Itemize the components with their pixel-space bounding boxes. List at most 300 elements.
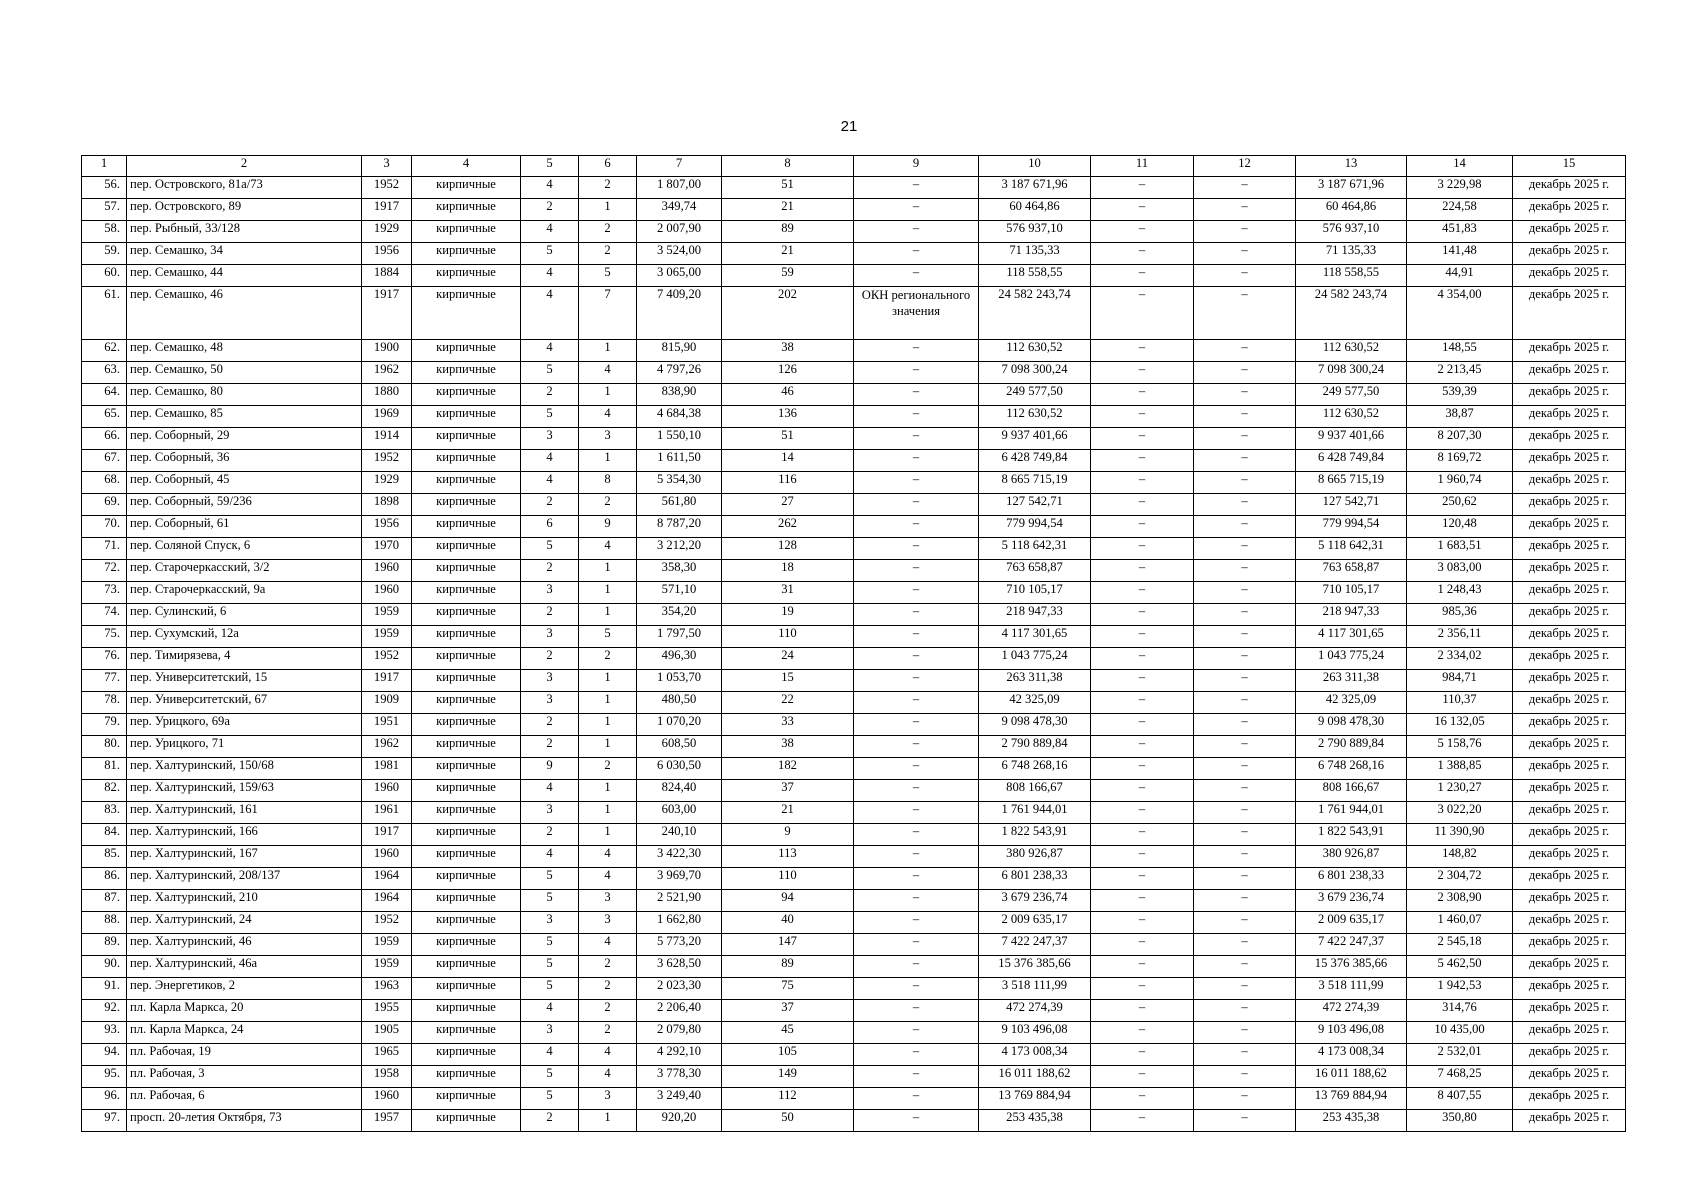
cost-col-13-cell: 380 926,87 xyxy=(1296,846,1407,868)
row-number-cell: 86. xyxy=(82,868,127,890)
wall-material-cell: кирпичные xyxy=(412,428,521,450)
row-number-cell: 61. xyxy=(82,287,127,340)
floors-cell: 5 xyxy=(521,243,579,265)
floors-cell: 4 xyxy=(521,221,579,243)
cost-per-sqm-cell: 984,71 xyxy=(1407,670,1513,692)
deadline-cell: декабрь 2025 г. xyxy=(1513,714,1626,736)
deadline-cell: декабрь 2025 г. xyxy=(1513,824,1626,846)
residents-cell: 202 xyxy=(722,287,854,340)
cost-col-13-cell: 253 435,38 xyxy=(1296,1110,1407,1132)
cost-col-12-cell: – xyxy=(1194,956,1296,978)
year-built-cell: 1917 xyxy=(362,287,412,340)
address-cell: пер. Соборный, 36 xyxy=(127,450,362,472)
row-number-cell: 92. xyxy=(82,1000,127,1022)
cost-total-cell: 8 665 715,19 xyxy=(979,472,1091,494)
cost-col-12-cell: – xyxy=(1194,1022,1296,1044)
cost-total-cell: 7 422 247,37 xyxy=(979,934,1091,956)
cost-per-sqm-cell: 3 229,98 xyxy=(1407,177,1513,199)
column-header: 10 xyxy=(979,156,1091,177)
entrances-cell: 2 xyxy=(579,1000,637,1022)
row-number-cell: 91. xyxy=(82,978,127,1000)
cost-total-cell: 4 117 301,65 xyxy=(979,626,1091,648)
entrances-cell: 2 xyxy=(579,648,637,670)
year-built-cell: 1884 xyxy=(362,265,412,287)
row-number-cell: 82. xyxy=(82,780,127,802)
cost-per-sqm-cell: 451,83 xyxy=(1407,221,1513,243)
residents-cell: 19 xyxy=(722,604,854,626)
wall-material-cell: кирпичные xyxy=(412,978,521,1000)
heritage-status-cell: – xyxy=(854,1066,979,1088)
residents-cell: 94 xyxy=(722,890,854,912)
deadline-cell: декабрь 2025 г. xyxy=(1513,670,1626,692)
wall-material-cell: кирпичные xyxy=(412,912,521,934)
cost-col-12-cell: – xyxy=(1194,243,1296,265)
row-number-cell: 62. xyxy=(82,340,127,362)
cost-total-cell: 3 187 671,96 xyxy=(979,177,1091,199)
cost-col-12-cell: – xyxy=(1194,648,1296,670)
heritage-status-cell: – xyxy=(854,472,979,494)
area-cell: 1 053,70 xyxy=(637,670,722,692)
year-built-cell: 1951 xyxy=(362,714,412,736)
deadline-cell: декабрь 2025 г. xyxy=(1513,604,1626,626)
floors-cell: 5 xyxy=(521,978,579,1000)
deadline-cell: декабрь 2025 г. xyxy=(1513,692,1626,714)
wall-material-cell: кирпичные xyxy=(412,736,521,758)
cost-total-cell: 2 009 635,17 xyxy=(979,912,1091,934)
table-row xyxy=(82,243,1626,265)
table-row xyxy=(82,912,1626,934)
deadline-cell: декабрь 2025 г. xyxy=(1513,287,1626,340)
floors-cell: 2 xyxy=(521,648,579,670)
address-cell: пер. Семашко, 85 xyxy=(127,406,362,428)
cost-total-cell: 112 630,52 xyxy=(979,406,1091,428)
address-cell: пер. Халтуринский, 46 xyxy=(127,934,362,956)
year-built-cell: 1952 xyxy=(362,177,412,199)
row-number-cell: 64. xyxy=(82,384,127,406)
cost-col-11-cell: – xyxy=(1091,692,1194,714)
address-cell: пер. Соборный, 29 xyxy=(127,428,362,450)
wall-material-cell: кирпичные xyxy=(412,582,521,604)
cost-per-sqm-cell: 120,48 xyxy=(1407,516,1513,538)
wall-material-cell: кирпичные xyxy=(412,221,521,243)
cost-col-11-cell: – xyxy=(1091,265,1194,287)
cost-per-sqm-cell: 10 435,00 xyxy=(1407,1022,1513,1044)
cost-col-12-cell: – xyxy=(1194,758,1296,780)
deadline-cell: декабрь 2025 г. xyxy=(1513,177,1626,199)
heritage-status-cell: – xyxy=(854,428,979,450)
deadline-cell: декабрь 2025 г. xyxy=(1513,1022,1626,1044)
area-cell: 2 023,30 xyxy=(637,978,722,1000)
row-number-cell: 70. xyxy=(82,516,127,538)
heritage-status-cell: – xyxy=(854,494,979,516)
cost-col-11-cell: – xyxy=(1091,714,1194,736)
cost-per-sqm-cell: 2 334,02 xyxy=(1407,648,1513,670)
year-built-cell: 1959 xyxy=(362,956,412,978)
table-row xyxy=(82,1088,1626,1110)
cost-col-12-cell: – xyxy=(1194,736,1296,758)
area-cell: 3 212,20 xyxy=(637,538,722,560)
address-cell: пер. Халтуринский, 166 xyxy=(127,824,362,846)
cost-col-11-cell: – xyxy=(1091,736,1194,758)
wall-material-cell: кирпичные xyxy=(412,956,521,978)
table-row xyxy=(82,472,1626,494)
cost-col-12-cell: – xyxy=(1194,538,1296,560)
area-cell: 571,10 xyxy=(637,582,722,604)
area-cell: 4 684,38 xyxy=(637,406,722,428)
address-cell: пл. Рабочая, 3 xyxy=(127,1066,362,1088)
year-built-cell: 1963 xyxy=(362,978,412,1000)
column-header: 11 xyxy=(1091,156,1194,177)
cost-col-13-cell: 71 135,33 xyxy=(1296,243,1407,265)
deadline-cell: декабрь 2025 г. xyxy=(1513,868,1626,890)
cost-per-sqm-cell: 2 304,72 xyxy=(1407,868,1513,890)
entrances-cell: 1 xyxy=(579,604,637,626)
floors-cell: 3 xyxy=(521,1022,579,1044)
cost-col-13-cell: 3 679 236,74 xyxy=(1296,890,1407,912)
residents-cell: 149 xyxy=(722,1066,854,1088)
address-cell: пер. Халтуринский, 24 xyxy=(127,912,362,934)
entrances-cell: 2 xyxy=(579,177,637,199)
cost-per-sqm-cell: 224,58 xyxy=(1407,199,1513,221)
deadline-cell: декабрь 2025 г. xyxy=(1513,890,1626,912)
cost-total-cell: 1 043 775,24 xyxy=(979,648,1091,670)
deadline-cell: декабрь 2025 г. xyxy=(1513,538,1626,560)
wall-material-cell: кирпичные xyxy=(412,1022,521,1044)
table-row xyxy=(82,758,1626,780)
table-row xyxy=(82,340,1626,362)
heritage-status-cell: – xyxy=(854,912,979,934)
table-row xyxy=(82,978,1626,1000)
residents-cell: 182 xyxy=(722,758,854,780)
entrances-cell: 8 xyxy=(579,472,637,494)
floors-cell: 4 xyxy=(521,1000,579,1022)
table-row xyxy=(82,780,1626,802)
cost-col-12-cell: – xyxy=(1194,560,1296,582)
cost-col-12-cell: – xyxy=(1194,978,1296,1000)
floors-cell: 6 xyxy=(521,516,579,538)
table-row xyxy=(82,736,1626,758)
floors-cell: 5 xyxy=(521,1066,579,1088)
cost-per-sqm-cell: 11 390,90 xyxy=(1407,824,1513,846)
deadline-cell: декабрь 2025 г. xyxy=(1513,934,1626,956)
cost-total-cell: 710 105,17 xyxy=(979,582,1091,604)
cost-total-cell: 808 166,67 xyxy=(979,780,1091,802)
column-header: 1 xyxy=(82,156,127,177)
floors-cell: 2 xyxy=(521,560,579,582)
table-row xyxy=(82,868,1626,890)
heritage-status-cell: – xyxy=(854,846,979,868)
cost-col-12-cell: – xyxy=(1194,890,1296,912)
cost-col-11-cell: – xyxy=(1091,934,1194,956)
table-body xyxy=(82,177,1626,1132)
cost-col-12-cell: – xyxy=(1194,1000,1296,1022)
table-row xyxy=(82,1066,1626,1088)
table-row xyxy=(82,604,1626,626)
area-cell: 1 070,20 xyxy=(637,714,722,736)
cost-col-12-cell: – xyxy=(1194,780,1296,802)
floors-cell: 4 xyxy=(521,177,579,199)
cost-col-13-cell: 7 098 300,24 xyxy=(1296,362,1407,384)
row-number-cell: 65. xyxy=(82,406,127,428)
year-built-cell: 1955 xyxy=(362,1000,412,1022)
cost-col-13-cell: 1 822 543,91 xyxy=(1296,824,1407,846)
residents-cell: 136 xyxy=(722,406,854,428)
address-cell: пер. Халтуринский, 208/137 xyxy=(127,868,362,890)
area-cell: 3 065,00 xyxy=(637,265,722,287)
year-built-cell: 1970 xyxy=(362,538,412,560)
cost-col-13-cell: 472 274,39 xyxy=(1296,1000,1407,1022)
cost-col-11-cell: – xyxy=(1091,450,1194,472)
cost-per-sqm-cell: 5 158,76 xyxy=(1407,736,1513,758)
cost-per-sqm-cell: 148,82 xyxy=(1407,846,1513,868)
year-built-cell: 1956 xyxy=(362,516,412,538)
deadline-cell: декабрь 2025 г. xyxy=(1513,648,1626,670)
cost-col-12-cell: – xyxy=(1194,494,1296,516)
residents-cell: 59 xyxy=(722,265,854,287)
floors-cell: 2 xyxy=(521,824,579,846)
cost-total-cell: 71 135,33 xyxy=(979,243,1091,265)
cost-per-sqm-cell: 1 388,85 xyxy=(1407,758,1513,780)
residents-cell: 38 xyxy=(722,736,854,758)
cost-col-11-cell: – xyxy=(1091,177,1194,199)
cost-total-cell: 7 098 300,24 xyxy=(979,362,1091,384)
cost-col-13-cell: 249 577,50 xyxy=(1296,384,1407,406)
year-built-cell: 1969 xyxy=(362,406,412,428)
address-cell: пер. Урицкого, 69а xyxy=(127,714,362,736)
deadline-cell: декабрь 2025 г. xyxy=(1513,956,1626,978)
cost-per-sqm-cell: 5 462,50 xyxy=(1407,956,1513,978)
cost-col-12-cell: – xyxy=(1194,604,1296,626)
cost-total-cell: 6 428 749,84 xyxy=(979,450,1091,472)
floors-cell: 4 xyxy=(521,265,579,287)
cost-col-11-cell: – xyxy=(1091,978,1194,1000)
wall-material-cell: кирпичные xyxy=(412,1088,521,1110)
cost-col-11-cell: – xyxy=(1091,406,1194,428)
floors-cell: 3 xyxy=(521,692,579,714)
table-row xyxy=(82,384,1626,406)
residents-cell: 128 xyxy=(722,538,854,560)
cost-per-sqm-cell: 350,80 xyxy=(1407,1110,1513,1132)
cost-total-cell: 779 994,54 xyxy=(979,516,1091,538)
address-cell: пер. Старочеркасский, 3/2 xyxy=(127,560,362,582)
row-number-cell: 58. xyxy=(82,221,127,243)
cost-col-11-cell: – xyxy=(1091,384,1194,406)
deadline-cell: декабрь 2025 г. xyxy=(1513,626,1626,648)
cost-per-sqm-cell: 2 308,90 xyxy=(1407,890,1513,912)
cost-total-cell: 9 103 496,08 xyxy=(979,1022,1091,1044)
heritage-status-cell: – xyxy=(854,978,979,1000)
buildings-table xyxy=(81,155,1626,1132)
floors-cell: 2 xyxy=(521,494,579,516)
floors-cell: 5 xyxy=(521,406,579,428)
year-built-cell: 1960 xyxy=(362,1088,412,1110)
area-cell: 5 773,20 xyxy=(637,934,722,956)
residents-cell: 89 xyxy=(722,221,854,243)
wall-material-cell: кирпичные xyxy=(412,758,521,780)
deadline-cell: декабрь 2025 г. xyxy=(1513,560,1626,582)
heritage-status-cell: – xyxy=(854,582,979,604)
address-cell: пер. Урицкого, 71 xyxy=(127,736,362,758)
heritage-status-cell: – xyxy=(854,934,979,956)
row-number-cell: 85. xyxy=(82,846,127,868)
entrances-cell: 2 xyxy=(579,956,637,978)
cost-per-sqm-cell: 4 354,00 xyxy=(1407,287,1513,340)
year-built-cell: 1960 xyxy=(362,780,412,802)
row-number-cell: 71. xyxy=(82,538,127,560)
residents-cell: 262 xyxy=(722,516,854,538)
table-row xyxy=(82,956,1626,978)
residents-cell: 15 xyxy=(722,670,854,692)
cost-per-sqm-cell: 8 169,72 xyxy=(1407,450,1513,472)
residents-cell: 21 xyxy=(722,802,854,824)
cost-total-cell: 9 098 478,30 xyxy=(979,714,1091,736)
cost-per-sqm-cell: 250,62 xyxy=(1407,494,1513,516)
wall-material-cell: кирпичные xyxy=(412,868,521,890)
year-built-cell: 1952 xyxy=(362,648,412,670)
cost-per-sqm-cell: 1 248,43 xyxy=(1407,582,1513,604)
entrances-cell: 1 xyxy=(579,560,637,582)
floors-cell: 5 xyxy=(521,956,579,978)
row-number-cell: 96. xyxy=(82,1088,127,1110)
cost-col-11-cell: – xyxy=(1091,1022,1194,1044)
year-built-cell: 1959 xyxy=(362,934,412,956)
column-header: 2 xyxy=(127,156,362,177)
cost-per-sqm-cell: 1 942,53 xyxy=(1407,978,1513,1000)
floors-cell: 4 xyxy=(521,846,579,868)
deadline-cell: декабрь 2025 г. xyxy=(1513,846,1626,868)
table-row xyxy=(82,221,1626,243)
address-cell: пер. Соборный, 59/236 xyxy=(127,494,362,516)
cost-total-cell: 472 274,39 xyxy=(979,1000,1091,1022)
deadline-cell: декабрь 2025 г. xyxy=(1513,199,1626,221)
cost-col-12-cell: – xyxy=(1194,472,1296,494)
wall-material-cell: кирпичные xyxy=(412,780,521,802)
cost-col-13-cell: 6 748 268,16 xyxy=(1296,758,1407,780)
address-cell: пер. Островского, 89 xyxy=(127,199,362,221)
entrances-cell: 5 xyxy=(579,626,637,648)
entrances-cell: 2 xyxy=(579,243,637,265)
residents-cell: 147 xyxy=(722,934,854,956)
cost-col-11-cell: – xyxy=(1091,560,1194,582)
cost-col-12-cell: – xyxy=(1194,362,1296,384)
row-number-cell: 93. xyxy=(82,1022,127,1044)
cost-col-13-cell: 13 769 884,94 xyxy=(1296,1088,1407,1110)
heritage-status-cell: – xyxy=(854,868,979,890)
table-row xyxy=(82,1044,1626,1066)
area-cell: 2 521,90 xyxy=(637,890,722,912)
cost-col-13-cell: 2 790 889,84 xyxy=(1296,736,1407,758)
floors-cell: 4 xyxy=(521,287,579,340)
entrances-cell: 1 xyxy=(579,340,637,362)
row-number-cell: 60. xyxy=(82,265,127,287)
cost-col-11-cell: – xyxy=(1091,1000,1194,1022)
table-row xyxy=(82,516,1626,538)
floors-cell: 2 xyxy=(521,384,579,406)
residents-cell: 37 xyxy=(722,1000,854,1022)
cost-col-11-cell: – xyxy=(1091,648,1194,670)
wall-material-cell: кирпичные xyxy=(412,626,521,648)
cost-total-cell: 3 518 111,99 xyxy=(979,978,1091,1000)
cost-col-13-cell: 263 311,38 xyxy=(1296,670,1407,692)
area-cell: 3 628,50 xyxy=(637,956,722,978)
cost-col-12-cell: – xyxy=(1194,868,1296,890)
cost-col-11-cell: – xyxy=(1091,626,1194,648)
entrances-cell: 2 xyxy=(579,1022,637,1044)
area-cell: 240,10 xyxy=(637,824,722,846)
residents-cell: 18 xyxy=(722,560,854,582)
heritage-status-cell: – xyxy=(854,1088,979,1110)
residents-cell: 14 xyxy=(722,450,854,472)
floors-cell: 4 xyxy=(521,780,579,802)
entrances-cell: 4 xyxy=(579,934,637,956)
wall-material-cell: кирпичные xyxy=(412,199,521,221)
wall-material-cell: кирпичные xyxy=(412,1066,521,1088)
table-row xyxy=(82,494,1626,516)
address-cell: пер. Халтуринский, 167 xyxy=(127,846,362,868)
floors-cell: 3 xyxy=(521,802,579,824)
table-row xyxy=(82,1110,1626,1132)
cost-col-12-cell: – xyxy=(1194,802,1296,824)
address-cell: пл. Карла Маркса, 20 xyxy=(127,1000,362,1022)
cost-col-13-cell: 8 665 715,19 xyxy=(1296,472,1407,494)
address-cell: пер. Соляной Спуск, 6 xyxy=(127,538,362,560)
year-built-cell: 1957 xyxy=(362,1110,412,1132)
floors-cell: 3 xyxy=(521,912,579,934)
heritage-status-cell: – xyxy=(854,450,979,472)
cost-total-cell: 13 769 884,94 xyxy=(979,1088,1091,1110)
cost-col-11-cell: – xyxy=(1091,890,1194,912)
deadline-cell: декабрь 2025 г. xyxy=(1513,265,1626,287)
deadline-cell: декабрь 2025 г. xyxy=(1513,978,1626,1000)
wall-material-cell: кирпичные xyxy=(412,1044,521,1066)
cost-per-sqm-cell: 148,55 xyxy=(1407,340,1513,362)
cost-col-13-cell: 5 118 642,31 xyxy=(1296,538,1407,560)
cost-col-13-cell: 60 464,86 xyxy=(1296,199,1407,221)
residents-cell: 51 xyxy=(722,428,854,450)
cost-col-12-cell: – xyxy=(1194,692,1296,714)
year-built-cell: 1959 xyxy=(362,626,412,648)
table-row xyxy=(82,1000,1626,1022)
row-number-cell: 83. xyxy=(82,802,127,824)
entrances-cell: 4 xyxy=(579,1044,637,1066)
cost-per-sqm-cell: 314,76 xyxy=(1407,1000,1513,1022)
wall-material-cell: кирпичные xyxy=(412,538,521,560)
row-number-cell: 73. xyxy=(82,582,127,604)
entrances-cell: 3 xyxy=(579,428,637,450)
address-cell: пер. Университетский, 15 xyxy=(127,670,362,692)
heritage-status-cell: – xyxy=(854,340,979,362)
heritage-status-cell: – xyxy=(854,243,979,265)
deadline-cell: декабрь 2025 г. xyxy=(1513,758,1626,780)
cost-col-13-cell: 4 173 008,34 xyxy=(1296,1044,1407,1066)
residents-cell: 112 xyxy=(722,1088,854,1110)
area-cell: 5 354,30 xyxy=(637,472,722,494)
deadline-cell: декабрь 2025 г. xyxy=(1513,243,1626,265)
wall-material-cell: кирпичные xyxy=(412,802,521,824)
wall-material-cell: кирпичные xyxy=(412,494,521,516)
entrances-cell: 2 xyxy=(579,758,637,780)
area-cell: 7 409,20 xyxy=(637,287,722,340)
heritage-status-cell: – xyxy=(854,604,979,626)
cost-col-12-cell: – xyxy=(1194,450,1296,472)
wall-material-cell: кирпичные xyxy=(412,846,521,868)
cost-per-sqm-cell: 110,37 xyxy=(1407,692,1513,714)
deadline-cell: декабрь 2025 г. xyxy=(1513,912,1626,934)
cost-col-11-cell: – xyxy=(1091,780,1194,802)
entrances-cell: 4 xyxy=(579,868,637,890)
area-cell: 358,30 xyxy=(637,560,722,582)
cost-col-12-cell: – xyxy=(1194,626,1296,648)
